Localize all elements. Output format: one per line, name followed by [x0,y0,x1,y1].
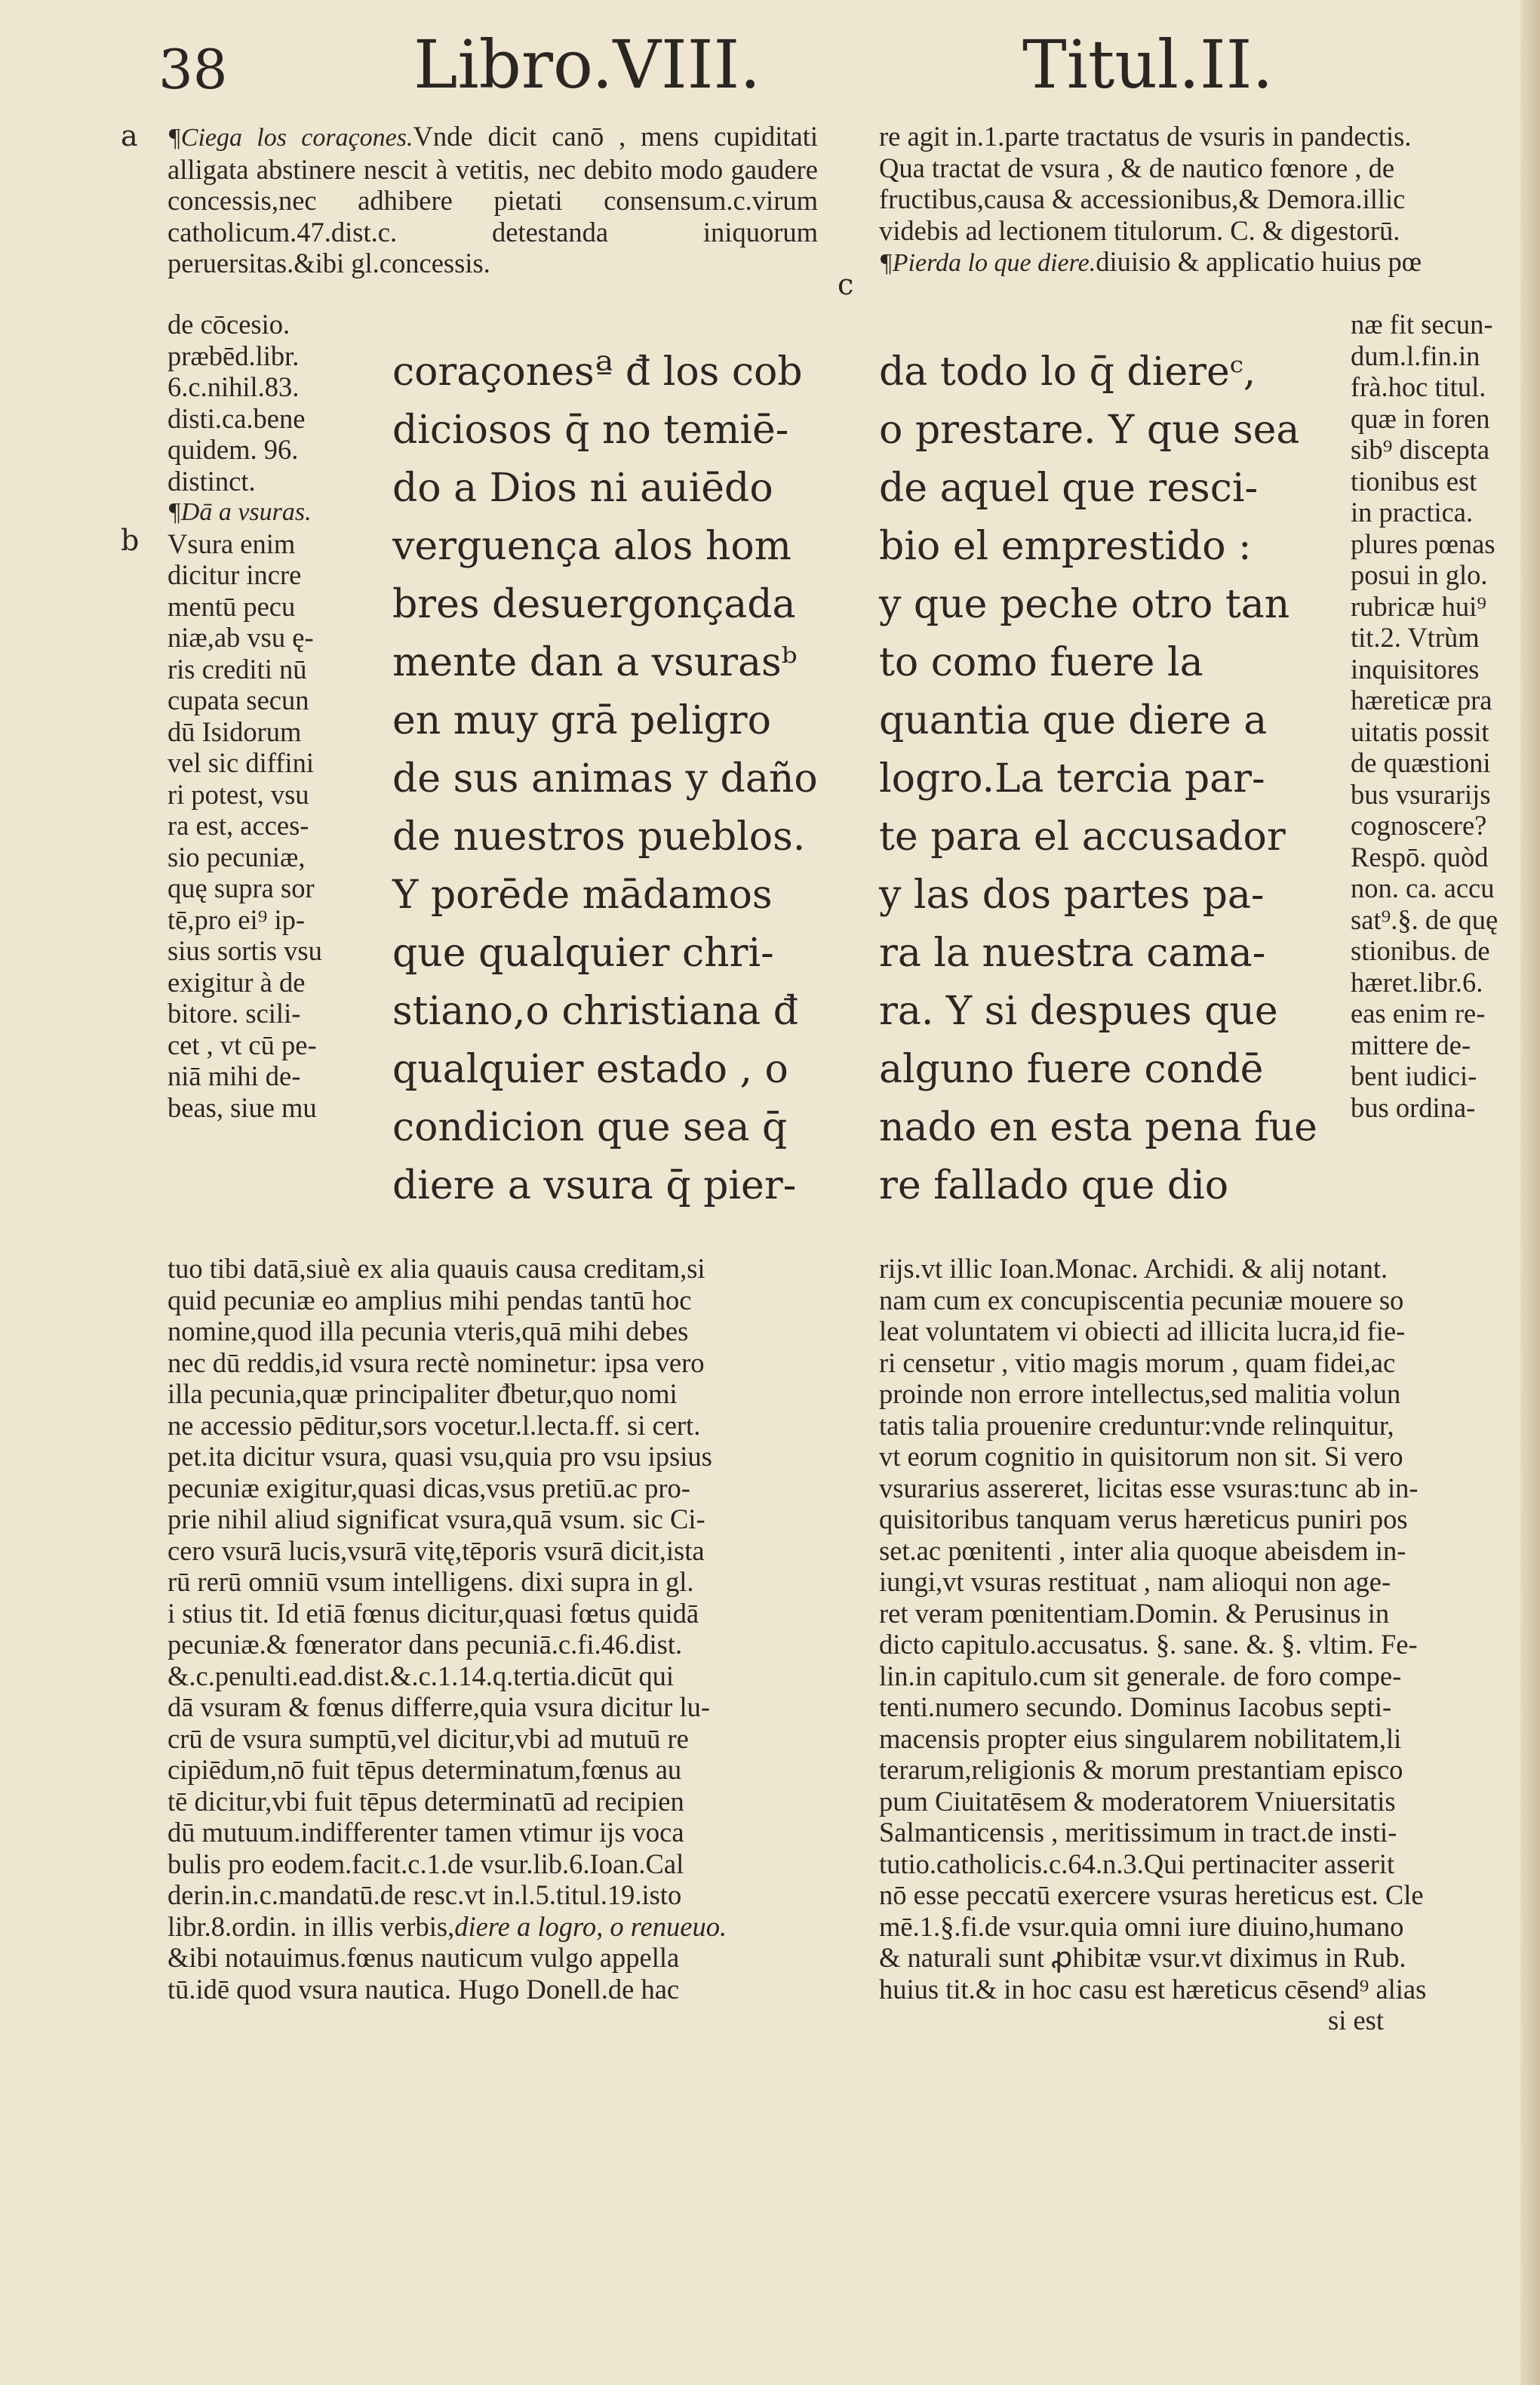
margin-line: ri potest, vsu [168,778,309,810]
text-line: Y porēde mādamos [392,872,773,918]
text-line: de sus animas y daño [392,756,818,802]
gloss-line: i stius tit. Id etiā fœnus dicitur,quasi fœtus quidā [168,1597,699,1629]
gloss-line [168,1911,727,1943]
right-top-gloss [879,121,1422,279]
margin-line: inquisitores [1351,653,1480,685]
gloss-line: ret veram pœnitentiam.Domin. & Perusinus in [879,1597,1390,1629]
text-line: de aquel que resci- [879,466,1259,511]
right-bottom-gloss [879,1253,1426,2036]
text-line: ra la nuestra cama- [879,931,1266,976]
gloss-line: tatis talia prouenire creduntur:vnde relinquitur, [879,1409,1394,1441]
gloss-line: ri censetur , vitio magis morum , quam fidei,ac [879,1346,1396,1378]
margin-line: tē,pro ei⁹ ip- [168,903,305,935]
text-line: y que peche otro tan [879,582,1290,627]
gloss-line: Salmanticensis , meritissimum in tract.de insti- [879,1817,1397,1848]
gloss-line: huius tit.& in hoc casu est hæreticus cēsend⁹ alias [879,1973,1427,2005]
margin-line: non. ca. accu [1351,872,1495,903]
gloss-line: cipiēdum,nō fuit tēpus determinatum,fœnus au [168,1754,682,1785]
text-line: mente dan a vsurasᵇ [392,640,798,685]
gloss-line: tū.idē quod vsura nautica. Hugo Donell.de hac [168,1973,680,2005]
gloss-c-text: diuisio & applicatio huius pœ [1096,246,1422,277]
gloss-line: prie nihil aliud significat vsura,quā vsum. sic Ci- [168,1503,705,1534]
margin-line: sat⁹.§. de quę [1351,903,1499,935]
text-line: coraçonesª đ los cob [392,349,803,395]
margin-line: cet , vt cū pe- [168,1029,317,1060]
main-text-right [879,343,1317,1215]
gloss-line: Qua tractat de vsura , & de nautico fœnore , de [879,152,1395,183]
margin-line: eas enim re- [1351,998,1486,1029]
margin-line: beas, siue mu [168,1091,317,1123]
margin-line: Respō. quòd [1351,841,1489,872]
text-line: diere a vsura q̄ pier- [392,1163,797,1208]
margin-line: posui in glo. [1351,559,1488,590]
text-line: de nuestros pueblos. [392,814,806,860]
text-line: en muy grā peligro [392,698,771,743]
gloss-line-text: libr.8.ordin. in illis verbis, [168,1910,455,1942]
gloss-line: nec dū reddis,id vsura rectè nominetur: ipsa vero [168,1346,705,1378]
gloss-line: bulis pro eodem.facit.c.1.de vsur.lib.6.Ioan.Cal [168,1848,684,1879]
margin-line: hæreticæ pra [1351,685,1492,716]
gloss-line: proinde non errore intellectus,sed malitia volun [879,1378,1401,1409]
text-line: o prestare. Y que sea [879,408,1300,453]
margin-line: tit.2. Vtrùm [1351,622,1480,653]
margin-line: bus ordina- [1351,1091,1476,1123]
margin-line: niā mihi de- [168,1060,301,1091]
running-title-right: Titul.II. [1022,26,1274,103]
margin-line: quæ in foren [1351,402,1490,434]
gloss-line: iungi,vt vsuras restituat , nam alioqui non age- [879,1566,1391,1597]
gloss-line: rū rerū omniū vsum intelligens. dixi supra in gl. [168,1566,694,1597]
margin-line: Vsura enim [168,528,296,559]
gloss-line: leat voluntatem vi obiecti ad illicita lucra,id fie- [879,1316,1406,1346]
text-line: te para el accusador [879,814,1286,860]
margin-line: quę supra sor [168,872,315,903]
gloss-line: terarum,religionis & morum prestantiam episco [879,1754,1403,1785]
margin-line: quidem. 96. [168,434,299,465]
gloss-line: dā vsuram & fœnus differre,quia vsura dicitur lu- [168,1691,710,1722]
margin-line: cognoscere? [1351,810,1487,841]
gloss-line: pum Ciuitatēsem & moderatorem Vniuersitatis [879,1785,1396,1817]
margin-line: uitatis possit [1351,716,1489,747]
margin-line: mentū pecu [168,590,296,622]
margin-line: bus vsurarijs [1351,778,1491,810]
gloss-line: set.ac pœnitenti , inter alia quoque abeisdem in- [879,1534,1406,1566]
gloss-line: tutio.catholicis.c.64.n.3.Qui pertinaciter asserit [879,1848,1395,1879]
text-line: logro.La tercia par- [879,756,1265,802]
text-line: da todo lo q̄ diereᶜ, [879,349,1256,395]
gloss-line: dicto capitulo.accusatus. §. sane. &. §. vltim. Fe- [879,1629,1418,1660]
gloss-line: nomine,quod illa pecunia vteris,quā mihi debes [168,1316,689,1346]
margin-line: vel sic diffini [168,747,314,778]
margin-line: de cōcesio. [168,309,290,340]
running-title-left: Libro.VIII. [413,26,761,103]
main-text-left [392,343,818,1215]
text-line: que qualquier chri- [392,931,774,976]
left-bottom-gloss [168,1253,727,2005]
margin-line: sius sortis vsu [168,935,322,966]
gloss-line: quid pecuniæ eo amplius mihi pendas tantū hoc [168,1284,692,1316]
gloss-marker-c: c [838,268,854,301]
margin-line: plures pœnas [1351,528,1495,559]
text-line: condicion que sea q̄ [392,1105,788,1150]
gloss-line: pecuniæ exigitur,quasi dicas,vsus pretiū.ac pro- [168,1472,690,1503]
gloss-marker-b: b [121,524,140,557]
margin-line: rubricæ hui⁹ [1351,590,1486,622]
gloss-line: mē.1.§.fi.de vsur.quia omni iure diuino,humano [879,1910,1404,1942]
margin-line: stionibus. de [1351,935,1490,966]
text-line: do a Dios ni auiēdo [392,466,773,511]
margin-line: dicitur incre [168,559,302,590]
gloss-line: ne accessio pēditur,sors vocetur.l.lecta.ff. si cert. [168,1409,701,1441]
gloss-line: lin.in capitulo.cum sit generale. de foro compe- [879,1660,1402,1691]
gloss-line: pecuniæ.& fœnerator dans pecuniā.c.fi.46.dist. [168,1629,683,1660]
margin-line: disti.ca.bene [168,402,306,434]
margin-line: in practica. [1351,497,1474,528]
text-line: diciosos q̄ no temiē- [392,408,789,453]
text-line: nado en esta pena fue [879,1105,1317,1150]
margin-line: exigitur à de [168,966,306,998]
gloss-line: rijs.vt illic Ioan.Monac. Archidi. & alij notant. [879,1253,1388,1284]
gloss-line: re agit in.1.parte tractatus de vsuris in pandectis. [879,121,1412,152]
gloss-line: macensis propter eius singularem nobilitatem,li [879,1722,1402,1754]
margin-line: ris crediti nū [168,653,307,685]
page-number: 38 [158,38,228,101]
margin-line: bitore. scili- [168,998,301,1029]
gloss-line: tē dicitur,vbi fuit tēpus determinatū ad recipien [168,1785,684,1817]
text-line: qualquier estado , o [392,1047,788,1092]
gloss-b-lead: ¶Dā a vsuras. [168,498,312,526]
gloss-line: nō esse peccatū exercere vsuras hereticus est. Cle [879,1879,1424,1910]
gloss-line: quisitoribus tanquam verus hæreticus puniri pos [879,1503,1408,1534]
margin-line: næ fit secun- [1351,309,1493,340]
margin-line: 6.c.nihil.83. [168,371,300,402]
margin-line: dū Isidorum [168,716,302,747]
gloss-line: dū mutuum.indifferenter tamen vtimur ijs voca [168,1817,684,1848]
gloss-a-text: Vnde dicit canō , mens cupiditati alligata abstinere nescit à vetitis, nec debito modo gaudere concessis,nec adhibere pietati consensum.c.virum catholicum.47.dist.c. detestanda iniquorum peruersitas.&ibi gl.concessis. [168,121,818,279]
text-line: alguno fuere condē [879,1047,1264,1092]
margin-line: sio pecuniæ, [168,841,306,872]
text-line: stiano,o christiana đ [392,989,799,1034]
text-line: quantia que diere a [879,698,1268,743]
gloss-a-lead: ¶Ciega los coraçones. [168,124,413,152]
text-line: to como fuere la [879,640,1203,685]
margin-line: dum.l.fin.in [1351,340,1480,371]
gloss-line: pet.ita dicitur vsura, quasi vsu,quia pro vsu ipsius [168,1441,712,1472]
gloss-line: vsurarius assereret, licitas esse vsuras:tunc ab in- [879,1472,1419,1503]
margin-line: ra est, acces- [168,810,309,841]
text-line: verguença alos hom [392,524,792,569]
gloss-line: tuo tibi datā,siuè ex alia quauis causa creditam,si [168,1253,705,1284]
right-margin-gloss [1351,309,1498,1123]
text-line: ra. Y si despues que [879,989,1278,1034]
margin-line: hæret.libr.6. [1351,966,1483,998]
gloss-line: &.c.penulti.ead.dist.&.c.1.14.q.tertia.dicūt qui [168,1660,675,1691]
gloss-line: & naturali sunt ꝓhibitæ vsur.vt diximus in Rub. [879,1942,1406,1973]
gloss-line: &ibi notauimus.fœnus nauticum vulgo appella [168,1942,680,1973]
margin-line: tionibus est [1351,465,1477,497]
text-line: bres desuergonçada [392,582,796,627]
gloss-a [168,121,818,279]
gloss-line: tenti.numero secundo. Dominus Iacobus septi- [879,1691,1392,1722]
gloss-line: vt eorum cognitio in quisitorum non sit. Si vero [879,1441,1403,1472]
margin-line: bent iudici- [1351,1060,1477,1091]
gloss-line: nam cum ex concupiscentia pecuniæ mouere so [879,1284,1404,1316]
gloss-c-lead: ¶Pierda lo que diere. [879,249,1096,277]
margin-line: de quæstioni [1351,747,1491,778]
gloss-line: derin.in.c.mandatū.de resc.vt in.l.5.titul.19.isto [168,1879,682,1910]
gloss-line: videbis ad lectionem titulorum. C. & digestorū. [879,214,1400,246]
gloss-line: fructibus,causa & accessionibus,& Demora.illic [879,183,1406,214]
margin-line: niæ,ab vsu ę- [168,622,314,653]
gloss-italic-quote: diere a logro, o renueuo. [454,1910,727,1942]
text-line: y las dos partes pa- [879,872,1265,918]
margin-line: mittere de- [1351,1029,1471,1060]
gloss-line: illa pecunia,quæ principaliter đbetur,quo nomi [168,1378,678,1409]
margin-line: distinct. [168,465,256,497]
gloss-line: si est [1328,2005,1385,2036]
left-margin-gloss [168,309,322,1123]
gloss-line: crū de vsura sumptū,vel dicitur,vbi ad mutuū re [168,1722,689,1754]
margin-line: præbēd.libr. [168,340,300,371]
margin-line: sib⁹ discepta [1351,434,1490,465]
gloss-line [879,246,1422,279]
text-line: bio el emprestido : [879,524,1252,569]
margin-line: cupata secun [168,685,309,716]
text-line: re fallado que dio [879,1163,1229,1208]
gloss-marker-a: a [121,119,138,152]
gloss-line: cero vsurā lucis,vsurā vitę,tēporis vsurā dicit,ista [168,1534,705,1566]
margin-line: frà.hoc titul. [1351,371,1486,402]
page-edge [1520,0,1540,2385]
